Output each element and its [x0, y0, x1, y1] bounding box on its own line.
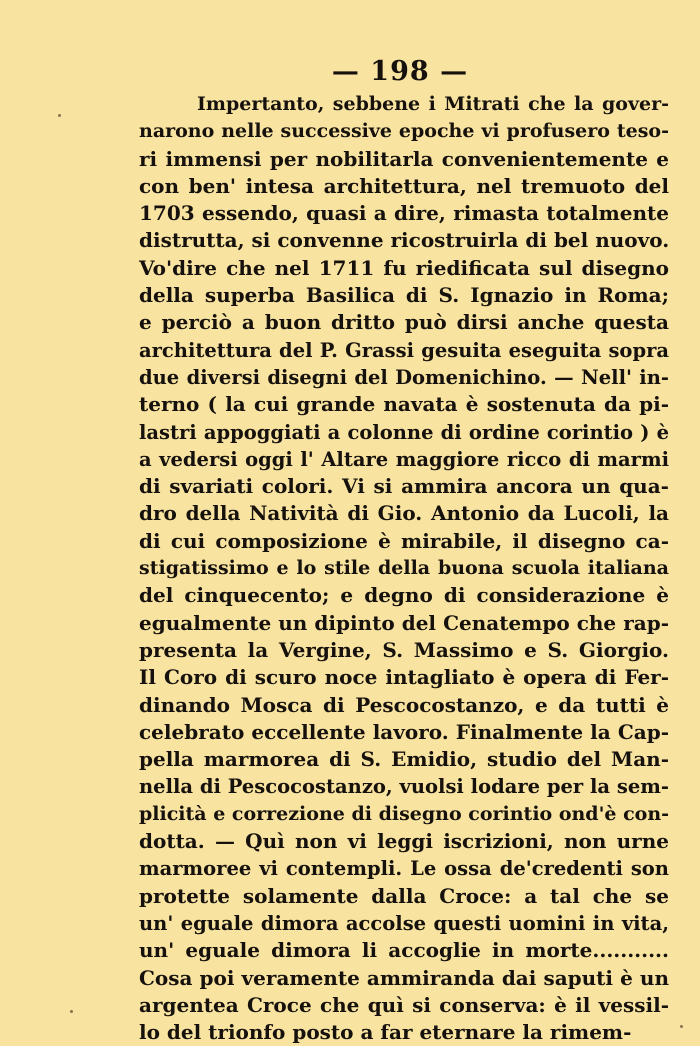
body-text	[139, 91, 669, 1046]
text-line: terno ( la cui grande navata è sostenuta da pi-	[139, 392, 669, 417]
text-line: della superba Basilica di S. Ignazio in Roma;	[139, 283, 669, 308]
paper-speck	[58, 114, 61, 117]
text-line: di svariati colori. Vi si ammira ancora un qua-	[139, 474, 669, 499]
text-line: un' eguale dimora accolse questi uomini in vita,	[139, 911, 669, 935]
text-line: di cui composizione è mirabile, il disegno ca-	[139, 528, 669, 553]
text-line: egualmente un dipinto del Cenatempo che rap-	[139, 610, 669, 635]
text-line: dotta. — Quì non vi leggi iscrizioni, non urne	[139, 829, 669, 854]
text-line: argentea Croce che quì si conserva: è il vessil-	[139, 992, 669, 1017]
text-line: architettura del P. Grassi gesuita eseguita sopra	[139, 338, 669, 362]
text-line: distrutta, si convenne ricostruirla di bel nuovo.	[139, 228, 670, 253]
page-number: — 198 —	[331, 56, 469, 87]
text-line: celebrato eccellente lavoro. Finalmente la Cap-	[139, 719, 669, 744]
paper-speck	[680, 1025, 683, 1028]
text-line: protette solamente dalla Croce: a tal che se	[139, 883, 669, 908]
text-line: e perciò a buon dritto può dirsi anche questa	[139, 310, 669, 335]
text-line: plicità e correzione di disegno corintio ond'è con-	[139, 802, 670, 825]
text-line: con ben' intesa architettura, nel tremuoto del	[139, 173, 669, 198]
text-line: dinando Mosca di Pescocostanzo, e da tutti è	[139, 692, 669, 717]
text-line: pella marmorea di S. Emidio, studio del Man-	[139, 747, 669, 772]
text-line: lastri appoggiati a colonne di ordine corintio ) è	[139, 420, 669, 444]
text-line: nella di Pescocostanzo, vuolsi lodare per la sem-	[139, 775, 669, 799]
text-line: del cinquecento; e degno di considerazione è	[139, 583, 669, 608]
text-line: un' eguale dimora li accoglie in morte...........	[139, 938, 669, 963]
text-line: Impertanto, sebbene i Mitrati che la gover-	[197, 93, 669, 115]
text-line: dro della Natività di Gio. Antonio da Lucoli, la	[139, 501, 669, 526]
text-line: ri immensi per nobilitarla convenientemente e	[139, 146, 669, 171]
paper-speck	[70, 1010, 73, 1013]
text-line: narono nelle successive epoche vi profusero teso-	[139, 120, 669, 143]
text-line: presenta la Vergine, S. Massimo e S. Giorgio.	[139, 637, 669, 662]
text-line: lo del trionfo posto a far eternare la rimem-	[139, 1020, 632, 1045]
text-line: Il Coro di scuro noce intagliato è opera di Fer-	[139, 665, 669, 690]
text-line: stigatissimo e lo stile della buona scuola italiana	[139, 557, 669, 580]
text-line: a vedersi oggi l' Altare maggiore ricco di marmi	[139, 447, 669, 471]
text-line: 1703 essendo, quasi a dire, rimasta totalmente	[139, 201, 669, 226]
text-line: due diversi disegni del Domenichino. — Nell' in-	[139, 365, 669, 389]
text-line: Cosa poi veramente ammiranda dai saputi è un	[139, 965, 669, 990]
text-line: Vo'dire che nel 1711 fu riedificata sul disegno	[139, 255, 669, 280]
text-line: marmoree vi contempli. Le ossa de'credenti son	[139, 857, 669, 881]
